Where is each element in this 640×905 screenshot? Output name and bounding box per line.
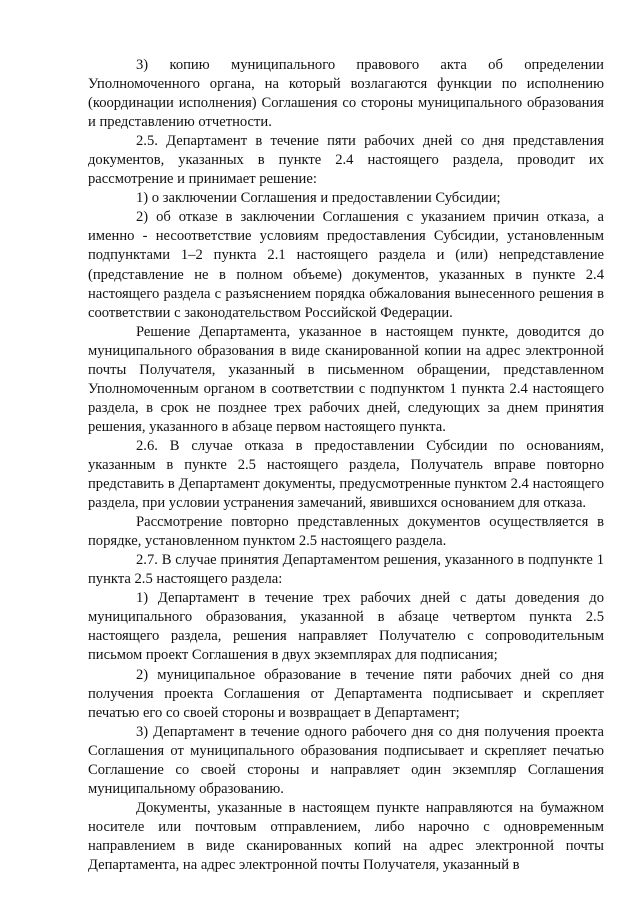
paragraph-2-5: 2.5. Департамент в течение пяти рабочих дней со дня представления документов, указанных в пункте 2.4 настоящего раздела, проводит их рассмотрение и принимает решение: (88, 133, 604, 188)
paragraph-documents-delivery: Документы, указанные в настоящем пункте направляются на бумажном носителе или почтовым отправлением, либо нарочно с одновременным направлением в виде сканированных копий на адрес электронной почты Департамента, на адрес электронной почты Получателя, указанный в (88, 799, 604, 873)
paragraph-2-5-option-2: 2) об отказе в заключении Соглашения с указанием причин отказа, а именно - несоответствие условиям предоставления Субсидии, установленным подпунктами 1–2 пункта 2.1 настоящего раздела и (или) непредставление (представление не в полном объеме) документов, указанных в пункте 2.4 настоящего раздела с разъяснением порядка обжалования вынесенного решения в соответствии с законодательством Российской Федерации. (88, 209, 604, 321)
paragraph-2-7-step-3: 3) Департамент в течение одного рабочего дня со дня получения проекта Соглашения от муниципального образования подписывает и скрепляет печатью Соглашение со своей стороны и направляет один экземпляр Соглашения муниципальному образованию. (88, 723, 604, 797)
paragraph-decision-notice: Решение Департамента, указанное в настоящем пункте, доводится до муниципального образования в виде сканированной копии на адрес электронной почты Получателя, указанный в письменном обращении, представленном Уполномоченным органом в соответствии с подпунктом 1 пункта 2.4 настоящего раздела, в срок не позднее трех рабочих дней, следующих за днем принятия решения, указанного в абзаце первом настоящего пункта. (88, 323, 604, 435)
document-page (88, 56, 604, 875)
paragraph-2-7-step-2: 2) муниципальное образование в течение пяти рабочих дней со дня получения проекта Соглашения от Департамента подписывает и скрепляет печатью его со своей стороны и возвращает в Департамент; (88, 666, 604, 721)
paragraph-2-5-option-1: 1) о заключении Соглашения и предоставлении Субсидии; (136, 190, 501, 207)
paragraph-resubmission: Рассмотрение повторно представленных документов осуществляется в порядке, установленном пунктом 2.5 настоящего раздела. (88, 514, 604, 550)
paragraph-2-6: 2.6. В случае отказа в предоставлении Субсидии по основаниям, указанным в пункте 2.5 настоящего раздела, Получатель вправе повторно представить в Департамент документы, предусмотренные пунктом 2.4 настоящего раздела, при условии устранения замечаний, явившихся основанием для отказа. (88, 437, 604, 512)
paragraph-2-7: 2.7. В случае принятия Департаментом решения, указанного в подпункте 1 пункта 2.5 настоящего раздела: (88, 552, 604, 588)
paragraph-item-3-copy-act: 3) копию муниципального правового акта об определении Уполномоченного органа, на который возлагаются функции по исполнению (координации исполнения) Соглашения со стороны муниципального образования и представлению отчетности. (88, 57, 604, 131)
paragraph-2-7-step-1: 1) Департамент в течение трех рабочих дней с даты доведения до муниципального образования, указанной в абзаце четвертом пункта 2.5 настоящего раздела, решения направляет Получателю с сопроводительным письмом проект Соглашения в двух экземплярах для подписания; (88, 590, 604, 664)
